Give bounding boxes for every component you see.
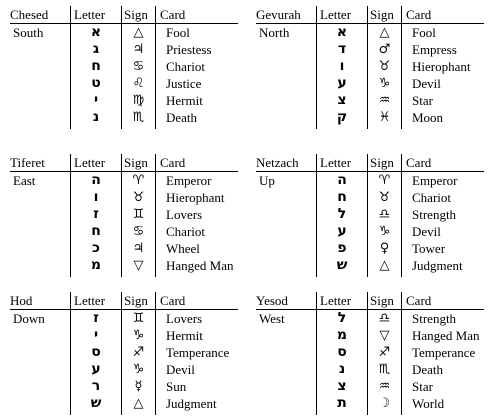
table-yesod — [256, 292, 484, 415]
tarot-card: Devil — [412, 76, 441, 91]
astro-sign-icon: ♒ — [378, 93, 391, 108]
tarot-card: Strength — [412, 311, 457, 326]
astro-sign-icon: ♏ — [378, 362, 391, 377]
table-row — [10, 223, 238, 240]
astro-sign-icon: ♍ — [132, 93, 145, 108]
astro-sign-icon: ♈ — [132, 173, 145, 188]
letter-header: Letter — [320, 293, 352, 308]
hebrew-letter: ט — [91, 75, 101, 91]
hebrew-letter: ל — [337, 310, 347, 326]
hebrew-letter: ה — [91, 172, 101, 188]
sign-header: Sign — [124, 7, 148, 22]
table-row — [10, 378, 238, 395]
tarot-card: Tower — [412, 241, 446, 256]
hebrew-letter: ל — [337, 206, 347, 222]
card-header: Card — [406, 155, 432, 170]
table-row — [10, 310, 238, 327]
tarot-card: Priestess — [166, 42, 212, 57]
tarot-card: Strength — [412, 207, 457, 222]
hebrew-letter: ח — [91, 223, 101, 239]
table-row — [256, 75, 484, 92]
astro-sign-icon: ▽ — [133, 258, 144, 273]
hebrew-letter: צ — [337, 92, 347, 108]
tarot-card: Sun — [166, 379, 187, 394]
tarot-card: Hermit — [166, 328, 203, 343]
tarot-card: Moon — [412, 110, 444, 125]
hebrew-letter: נ — [92, 109, 100, 125]
hebrew-letter: מ — [336, 327, 348, 343]
table-row — [256, 189, 484, 206]
sefirah-header: Hod — [10, 293, 33, 308]
tarot-card: Devil — [412, 224, 441, 239]
table-row — [256, 223, 484, 240]
table-netzach — [256, 154, 484, 277]
hebrew-letter: א — [90, 24, 102, 40]
tarot-card: Death — [166, 110, 198, 125]
astro-sign-icon: ♏ — [132, 110, 145, 125]
table-row — [10, 92, 238, 109]
astro-sign-icon: ♒ — [378, 379, 391, 394]
astro-sign-icon: ♃ — [132, 42, 145, 57]
tarot-card: Lovers — [166, 207, 203, 222]
hebrew-letter: י — [93, 92, 99, 108]
table-row — [10, 344, 238, 361]
table-row — [256, 257, 484, 274]
table-row — [10, 206, 238, 223]
hebrew-letter: מ — [90, 257, 102, 273]
hebrew-letter: ו — [339, 58, 345, 74]
table-row — [10, 361, 238, 378]
tarot-card: Star — [412, 93, 433, 108]
table-row — [10, 395, 238, 412]
table-row — [256, 327, 484, 344]
tarot-card: Wheel — [166, 241, 200, 256]
card-header: Card — [406, 293, 432, 308]
table-row — [256, 344, 484, 361]
astro-sign-icon: ♎ — [378, 311, 391, 326]
astro-sign-icon: ♑ — [378, 224, 391, 239]
astro-sign-icon: ♊ — [132, 311, 145, 326]
table-row — [256, 92, 484, 109]
table-tiferet — [10, 154, 238, 277]
table-row — [10, 75, 238, 92]
sefirah-header: Netzach — [256, 155, 299, 170]
card-header: Card — [160, 7, 186, 22]
hebrew-letter: ה — [337, 172, 347, 188]
astro-sign-icon: ☿ — [134, 379, 143, 394]
astro-sign-icon: △ — [379, 25, 390, 40]
astro-sign-icon: ♌ — [132, 76, 145, 91]
astro-sign-icon: ♈ — [378, 173, 391, 188]
hebrew-letter: ע — [91, 361, 101, 377]
tarot-card: Hanged Man — [166, 258, 234, 273]
astro-sign-icon: ♑ — [378, 76, 391, 91]
letter-header: Letter — [320, 155, 352, 170]
letter-header: Letter — [320, 7, 352, 22]
tarot-card: Fool — [166, 25, 190, 40]
tarot-card: Chariot — [166, 224, 205, 239]
table-row — [256, 58, 484, 75]
hebrew-letter: ר — [91, 378, 101, 394]
table-row — [256, 24, 484, 41]
astro-sign-icon: ♐ — [132, 345, 145, 360]
table-gevurah — [256, 6, 484, 129]
tarot-card: Death — [412, 362, 444, 377]
hebrew-letter: פ — [337, 240, 347, 256]
hebrew-letter: ז — [93, 310, 99, 326]
tarot-card: Chariot — [166, 59, 205, 74]
table-row — [10, 240, 238, 257]
hebrew-letter: י — [93, 327, 99, 343]
table-chesed — [10, 6, 238, 129]
card-header: Card — [406, 7, 432, 22]
astro-sign-icon: △ — [379, 258, 390, 273]
sefirah-header: Yesod — [256, 293, 288, 308]
hebrew-letter: ו — [93, 189, 99, 205]
table-row — [256, 361, 484, 378]
table-row — [10, 41, 238, 58]
hebrew-letter: ק — [336, 109, 348, 125]
astro-sign-icon: △ — [133, 25, 144, 40]
card-header: Card — [160, 293, 186, 308]
table-hod — [10, 292, 238, 415]
hebrew-letter: ע — [337, 75, 347, 91]
tarot-card: Hierophant — [166, 190, 225, 205]
sign-header: Sign — [124, 293, 148, 308]
hebrew-letter: ת — [337, 395, 347, 411]
table-row — [256, 378, 484, 395]
table-row — [256, 172, 484, 189]
tarot-card: Fool — [412, 25, 436, 40]
hebrew-letter: ש — [336, 257, 348, 273]
astro-sign-icon: ♉ — [132, 190, 145, 205]
hebrew-letter: א — [336, 24, 348, 40]
tarot-card: Lovers — [166, 311, 203, 326]
table-row — [10, 257, 238, 274]
tarot-card: Devil — [166, 362, 195, 377]
table-row — [10, 24, 238, 41]
tarot-card: World — [412, 396, 445, 411]
astro-sign-icon: ♎ — [378, 207, 391, 222]
hebrew-letter: ע — [337, 223, 347, 239]
tarot-card: Temperance — [412, 345, 476, 360]
hebrew-letter: כ — [92, 240, 100, 256]
direction-label: Up — [259, 173, 275, 188]
astro-sign-icon: △ — [133, 396, 144, 411]
table-row — [256, 395, 484, 412]
table-row — [10, 327, 238, 344]
astro-sign-icon: ♃ — [132, 241, 145, 256]
table-row — [256, 109, 484, 126]
tarot-card: Temperance — [166, 345, 230, 360]
hebrew-letter: ד — [337, 41, 347, 57]
direction-label: Down — [13, 311, 45, 326]
hebrew-letter: ש — [90, 395, 102, 411]
tarot-card: Justice — [166, 76, 202, 91]
hebrew-letter: ח — [91, 58, 101, 74]
sign-header: Sign — [370, 7, 394, 22]
sefirah-header: Chesed — [10, 7, 49, 22]
astro-sign-icon: ♀ — [379, 241, 390, 256]
direction-label: North — [259, 25, 290, 40]
hebrew-letter: ג — [92, 41, 100, 57]
table-row — [256, 310, 484, 327]
table-row — [256, 41, 484, 58]
astro-sign-icon: ♐ — [378, 345, 391, 360]
table-row — [256, 206, 484, 223]
table-row — [10, 172, 238, 189]
sign-header: Sign — [370, 293, 394, 308]
tarot-card: Hermit — [166, 93, 203, 108]
direction-label: South — [13, 25, 44, 40]
letter-header: Letter — [74, 7, 106, 22]
table-row — [10, 109, 238, 126]
tarot-card: Emperor — [166, 173, 212, 188]
sign-header: Sign — [124, 155, 148, 170]
sefirah-header: Gevurah — [256, 7, 301, 22]
astro-sign-icon: ♉ — [378, 59, 391, 74]
table-row — [10, 58, 238, 75]
hebrew-letter: ס — [91, 344, 101, 360]
tarot-card: Chariot — [412, 190, 451, 205]
astro-sign-icon: ♂ — [378, 42, 391, 57]
astro-sign-icon: ▽ — [379, 328, 390, 343]
letter-header: Letter — [74, 293, 106, 308]
direction-label: East — [13, 173, 36, 188]
hebrew-letter: ח — [337, 189, 347, 205]
sefirah-header: Tiferet — [10, 155, 45, 170]
astro-sign-icon: ☽ — [378, 396, 391, 411]
tarot-card: Judgment — [166, 396, 217, 411]
tarot-card: Emperor — [412, 173, 458, 188]
sign-header: Sign — [370, 155, 394, 170]
tarot-card: Empress — [412, 42, 457, 57]
direction-label: West — [259, 311, 285, 326]
table-row — [10, 189, 238, 206]
hebrew-letter: ס — [337, 344, 347, 360]
table-row — [256, 240, 484, 257]
tarot-card: Hierophant — [412, 59, 471, 74]
astro-sign-icon: ♓ — [378, 110, 391, 125]
letter-header: Letter — [74, 155, 106, 170]
astro-sign-icon: ♋ — [132, 224, 145, 239]
tarot-card: Hanged Man — [412, 328, 480, 343]
tarot-card: Star — [412, 379, 433, 394]
hebrew-letter: צ — [337, 378, 347, 394]
tarot-card: Judgment — [412, 258, 463, 273]
astro-sign-icon: ♑ — [132, 362, 145, 377]
astro-sign-icon: ♑ — [132, 328, 145, 343]
hebrew-letter: נ — [338, 361, 346, 377]
hebrew-letter: ז — [93, 206, 99, 222]
card-header: Card — [160, 155, 186, 170]
astro-sign-icon: ♊ — [132, 207, 145, 222]
astro-sign-icon: ♉ — [378, 190, 391, 205]
astro-sign-icon: ♋ — [132, 59, 145, 74]
